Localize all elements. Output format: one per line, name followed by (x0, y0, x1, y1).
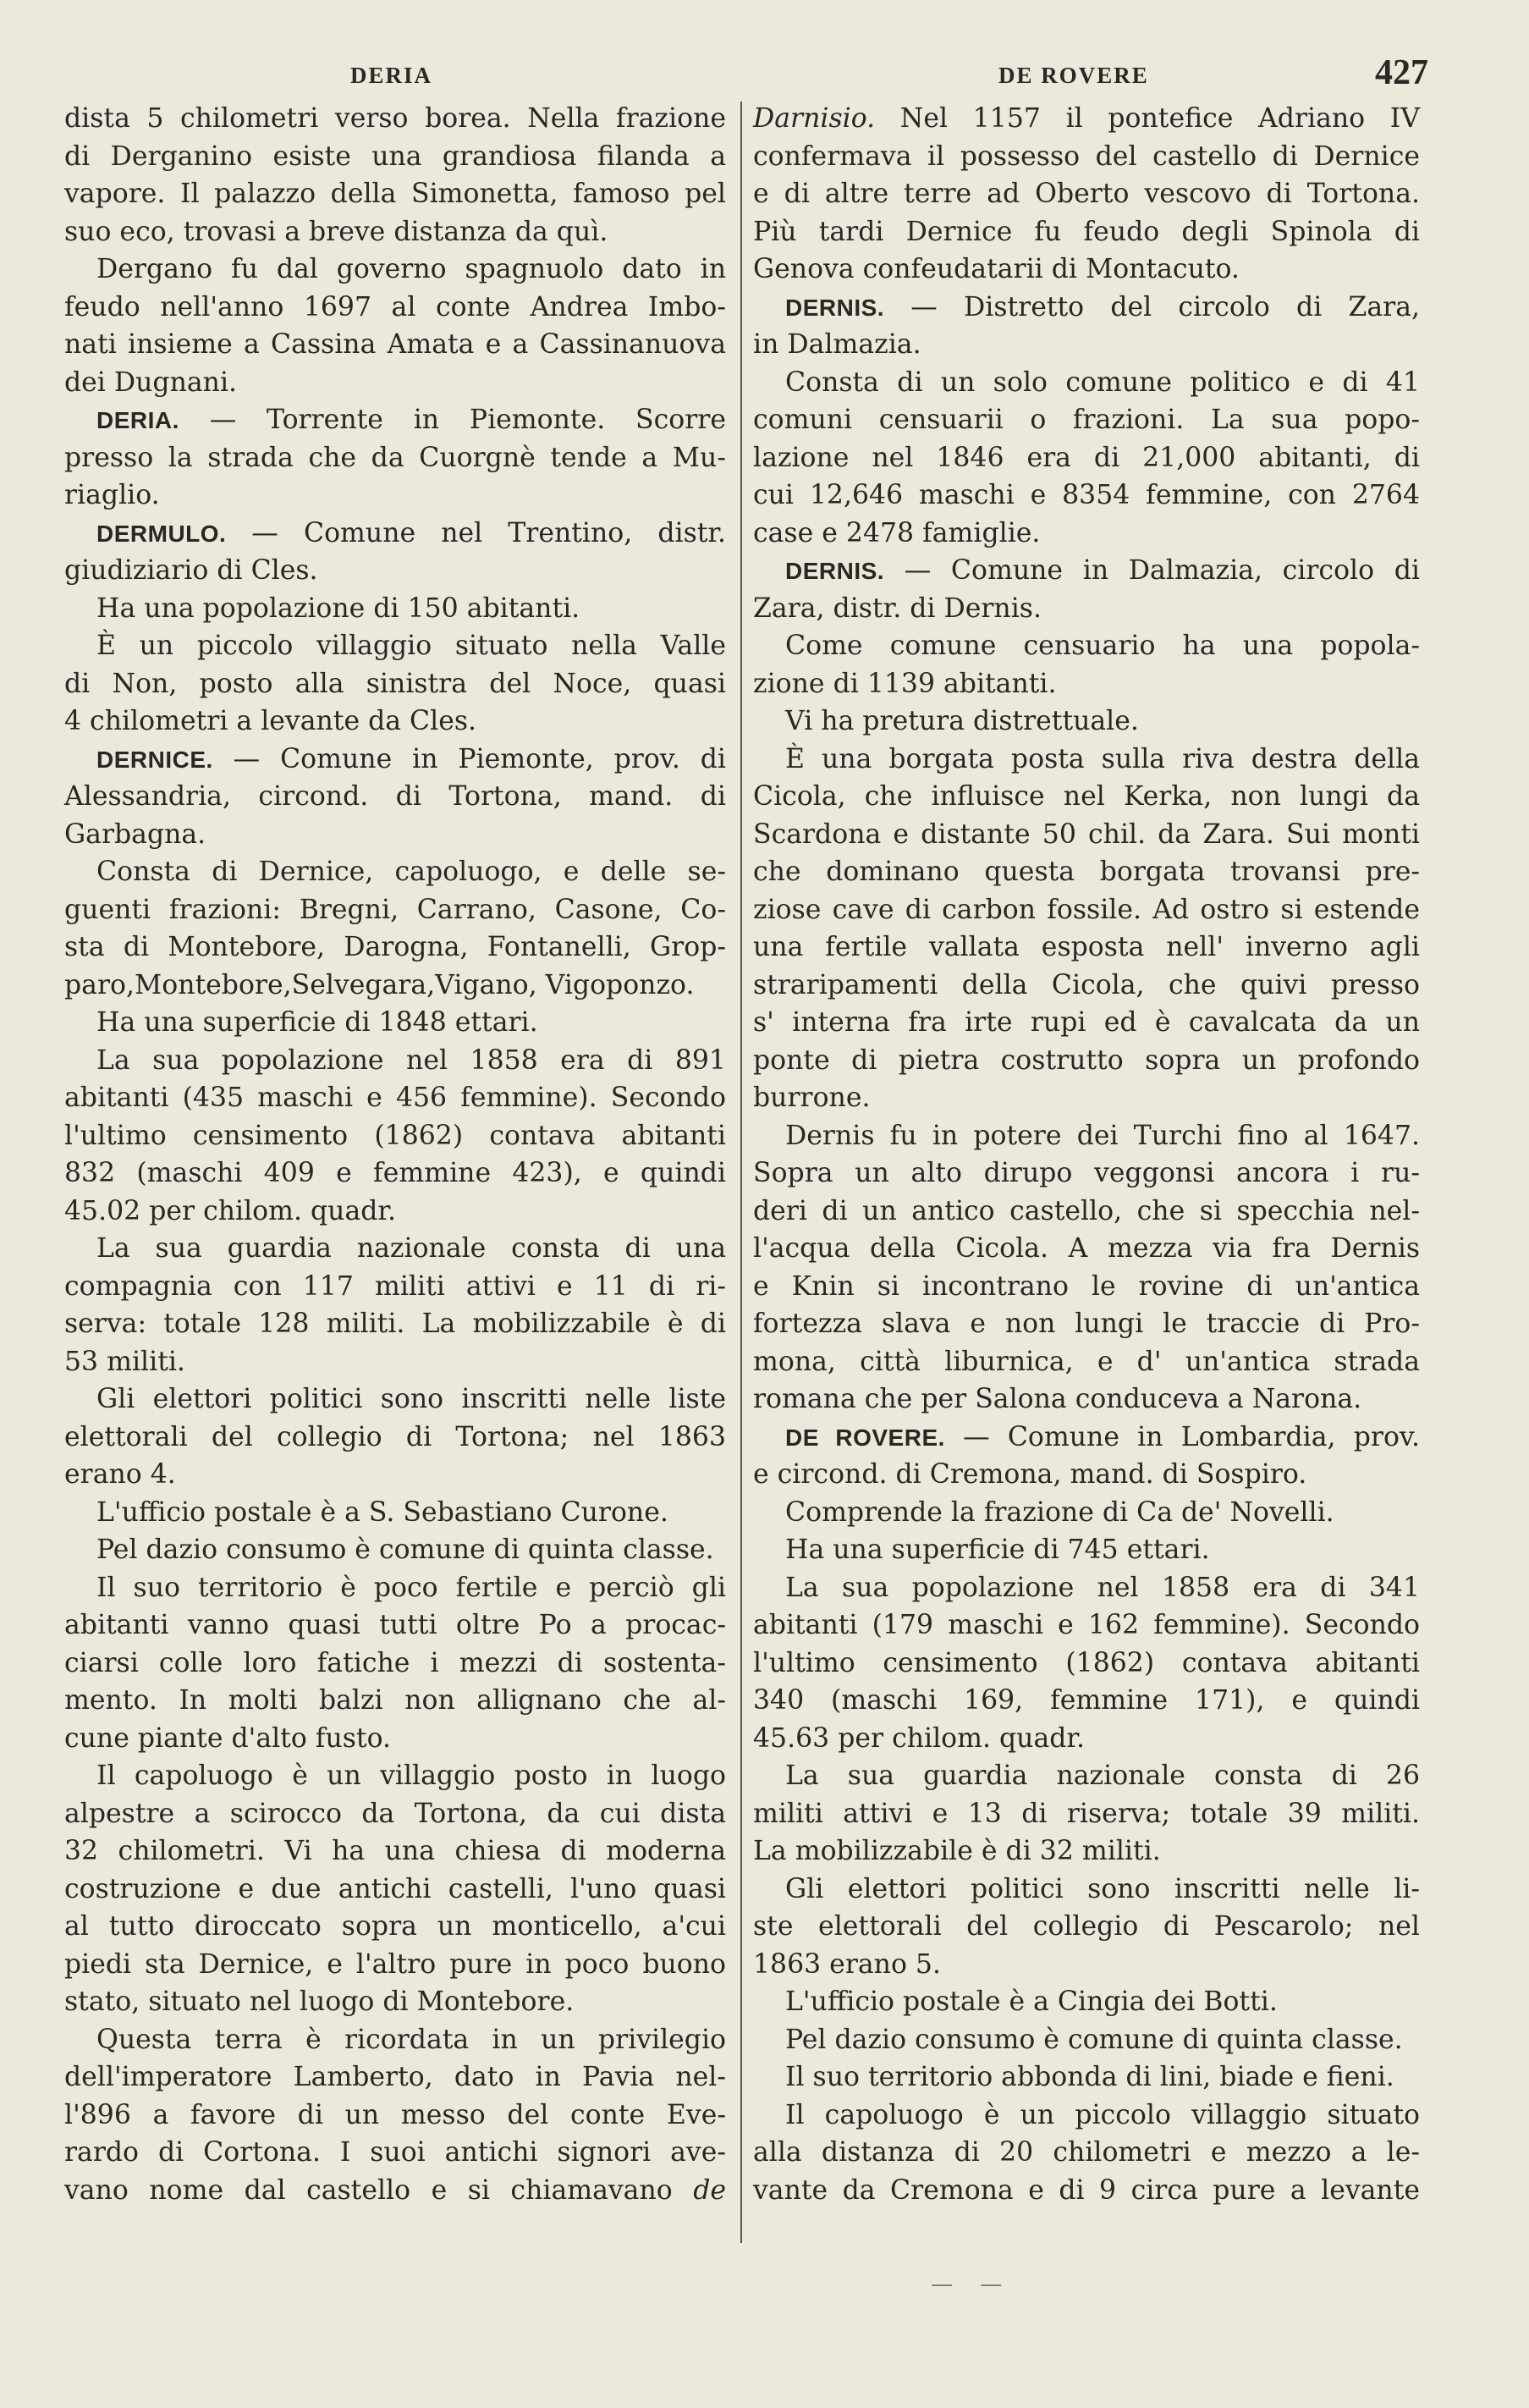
text-line: dei Dugnani. (64, 366, 238, 398)
text-line: Ha una superficie di 745 ettari. (785, 1535, 1210, 1565)
text-line: Vi ha pretura distrettuale. (785, 706, 1139, 736)
text-line: La sua guardia nazionale consta di una (96, 1233, 726, 1264)
text-line: Cicola, che influisce nel Kerka, non lungi da (753, 781, 1420, 812)
text-line: serva: totale 128 militi. La mobilizzabile è di (64, 1309, 726, 1339)
text-line: sta di Montebore, Darogna, Fontanelli, Grop- (64, 932, 726, 962)
text-line: dista 5 chilometri verso borea. Nella frazione (64, 103, 726, 134)
text-line: militi attivi e 13 di riserva; totale 39 militi. (753, 1798, 1420, 1829)
text-line: di Non, posto alla sinistra del Noce, quasi (64, 668, 726, 699)
text-line: La mobilizzabile è di 32 militi. (753, 1836, 1161, 1866)
text-line: Garbagna. (64, 818, 206, 850)
text-line: Dernis fu in potere dei Turchi fino al 1647. (785, 1120, 1420, 1151)
text-line: zione di 1139 abitanti. (753, 668, 1057, 699)
text-line: Darnisio. Nel 1157 il pontefice Adriano IV (753, 103, 1420, 134)
text-line: dell'imperatore Lamberto, dato in Pavia nel- (64, 2062, 726, 2092)
text-line: di Derganino esiste una grandiosa filanda a (64, 141, 726, 172)
text-line: l'acqua della Cicola. A mezza via fra Dernis (753, 1233, 1420, 1264)
text-line: vapore. Il palazzo della Simonetta, famoso pel (64, 179, 726, 209)
text-line: abitanti (435 maschi e 456 femmine). Secondo (64, 1083, 726, 1113)
text-line: l'ultimo censimento (1862) contava abitanti (753, 1647, 1420, 1678)
text-line: rardo di Cortona. I suoi antichi signori ave- (64, 2137, 726, 2168)
text-line: stato, situato nel luogo di Montebore. (64, 1986, 575, 2017)
text-line: l'ultimo censimento (1862) contava abitanti (64, 1120, 726, 1151)
text-line: abitanti (179 maschi e 162 femmine). Secondo (753, 1610, 1420, 1640)
text-line: La sua popolazione nel 1858 era di 891 (96, 1044, 726, 1076)
text-line: 340 (maschi 169, femmine 171), e quindi (753, 1685, 1420, 1716)
text-line: Gli elettori politici sono inscritti nelle li- (785, 1873, 1420, 1904)
footer-rule: — — (931, 2272, 1013, 2297)
text-line: 1863 erano 5. (753, 1948, 941, 1980)
text-line: cui 12,646 maschi e 8354 femmine, con 2764 (753, 480, 1420, 510)
text-line: straripamenti della Cicola, che quivi presso (753, 969, 1420, 1000)
text-line: DERNICE. — Comune in Piemonte, prov. di (96, 743, 726, 774)
text-line: che dominano questa borgata trovansi pre- (753, 857, 1420, 887)
text-line: Scardona e distante 50 chil. da Zara. Sui monti (753, 818, 1420, 850)
text-line: l'896 a favore di un messo del conte Eve- (64, 2099, 726, 2130)
text-line: 4 chilometri a levante da Cles. (64, 706, 477, 736)
text-line: Alessandria, circond. di Tortona, mand. di (64, 781, 726, 812)
text-line: Gli elettori politici sono inscritti nelle liste (96, 1384, 726, 1414)
running-head-left: DERIA (350, 63, 433, 88)
text-line: al tutto diroccato sopra un monticello, a'cui (64, 1911, 726, 1942)
text-line: La sua popolazione nel 1858 era di 341 (785, 1572, 1420, 1603)
text-line: romana che per Salona conduceva a Narona. (753, 1384, 1362, 1414)
text-line: comuni censuarii o frazioni. La sua popo- (753, 405, 1420, 435)
text-line: s' interna fra irte rupi ed è cavalcata da un (753, 1007, 1420, 1038)
text-line: giudiziario di Cles. (64, 555, 318, 586)
text-line: una fertile vallata esposta nell' inverno agli (753, 932, 1420, 962)
text-line: ziose cave di carbon fossile. Ad ostro si estende (753, 894, 1420, 925)
text-line: L'ufficio postale è a Cingia dei Botti. (785, 1986, 1278, 2017)
text-line: alla distanza di 20 chilometri e mezzo a le- (753, 2137, 1420, 2168)
text-line: e di altre terre ad Oberto vescovo di Tortona. (753, 179, 1420, 209)
text-line: deri di un antico castello, che si specchia nel- (753, 1195, 1420, 1226)
text-line: DERIA. — Torrente in Piemonte. Scorre (96, 405, 726, 435)
text-line: Pel dazio consumo è comune di quinta classe. (785, 2024, 1403, 2055)
text-line: DERNIS. — Comune in Dalmazia, circolo di (785, 555, 1420, 586)
text-line: paro,Montebore,Selvegara,Vigano, Vigoponzo. (64, 969, 695, 1000)
text-line: Come comune censuario ha una popola- (785, 631, 1420, 661)
text-line: ste elettorali del collegio di Pescarolo; nel (753, 1911, 1420, 1942)
text-line: e Knin si incontrano le rovine di un'antica (753, 1270, 1420, 1302)
text-line: DERMULO. — Comune nel Trentino, distr. (96, 517, 726, 548)
right-text-column (753, 100, 1420, 2209)
running-head-right: DE ROVERE (998, 63, 1149, 88)
text-line: Più tardi Dernice fu feudo degli Spinola di (753, 216, 1420, 247)
page-number: 427 (1375, 53, 1428, 92)
column-divider (740, 102, 742, 2243)
text-line: Genova confeudatarii di Montacuto. (753, 254, 1240, 284)
text-line: DE ROVERE. — Comune in Lombardia, prov. (785, 1421, 1421, 1452)
text-line: vano nome dal castello e si chiamavano de (64, 2174, 726, 2206)
text-line: Zara, distr. di Dernis. (753, 592, 1042, 624)
text-line: feudo nell'anno 1697 al conte Andrea Imbo- (64, 291, 726, 322)
text-line: Il capoluogo è un piccolo villaggio situato (785, 2099, 1420, 2130)
text-line: La sua guardia nazionale consta di 26 (785, 1761, 1420, 1791)
text-line: suo eco, trovasi a breve distanza da quì. (64, 216, 608, 247)
text-line: Comprende la frazione di Ca de' Novelli. (785, 1496, 1334, 1528)
text-line: Il suo territorio è poco fertile e perciò gli (96, 1572, 726, 1603)
text-line: lazione nel 1846 era di 21,000 abitanti, di (753, 442, 1420, 473)
text-line: DERNIS. — Distretto del circolo di Zara, (785, 291, 1420, 322)
text-line: nati insieme a Cassina Amata e a Cassinanuova (64, 329, 726, 360)
text-line: 45.63 per chilom. quadr. (753, 1722, 1086, 1754)
text-line: Consta di un solo comune politico e di 41 (785, 366, 1420, 398)
text-line: È una borgata posta sulla riva destra della (785, 743, 1420, 774)
text-line: alpestre a scirocco da Tortona, da cui dista (64, 1798, 726, 1829)
text-line: Ha una popolazione di 150 abitanti. (96, 592, 580, 624)
text-line: mona, città liburnica, e d' un'antica strada (753, 1346, 1420, 1377)
text-line: in Dalmazia. (753, 329, 921, 360)
text-line: costruzione e due antichi castelli, l'uno quasi (64, 1873, 726, 1904)
text-line: 832 (maschi 409 e femmine 423), e quindi (64, 1158, 726, 1188)
text-line: Ha una superficie di 1848 ettari. (96, 1007, 538, 1038)
text-line: È un piccolo villaggio situato nella Valle (96, 631, 726, 661)
text-line: burrone. (753, 1083, 871, 1113)
text-line: guenti frazioni: Bregni, Carrano, Casone, Co- (64, 894, 726, 925)
text-line: Questa terra è ricordata in un privilegio (96, 2024, 726, 2055)
text-line: Dergano fu dal governo spagnuolo dato in (96, 254, 726, 284)
text-line: Il suo territorio abbonda di lini, biade e fieni. (785, 2062, 1394, 2092)
text-line: ciarsi colle loro fatiche i mezzi di sostenta- (64, 1647, 726, 1678)
text-line: confermava il possesso del castello di Dernice (753, 141, 1420, 172)
text-line: Il capoluogo è un villaggio posto in luogo (96, 1761, 726, 1791)
text-line: case e 2478 famiglie. (753, 517, 1041, 548)
text-line: Consta di Dernice, capoluogo, e delle se- (96, 857, 726, 887)
text-line: 32 chilometri. Vi ha una chiesa di moderna (64, 1836, 726, 1866)
text-line: Sopra un alto dirupo veggonsi ancora i ru- (753, 1158, 1420, 1188)
text-line: riaglio. (64, 480, 160, 510)
text-line: presso la strada che da Cuorgnè tende a Mu- (64, 442, 726, 473)
text-line: erano 4. (64, 1459, 176, 1490)
text-line: e circond. di Cremona, mand. di Sospiro. (753, 1459, 1307, 1490)
text-line: fortezza slava e non lungi le traccie di Pro- (753, 1309, 1420, 1339)
text-line: 45.02 per chilom. quadr. (64, 1195, 397, 1226)
text-line: Pel dazio consumo è comune di quinta classe. (96, 1535, 714, 1565)
text-line: abitanti vanno quasi tutti oltre Po a procac- (64, 1610, 726, 1640)
text-line: ponte di pietra costrutto sopra un profondo (753, 1044, 1420, 1076)
text-line: piedi sta Dernice, e l'altro pure in poco buono (64, 1948, 726, 1980)
text-line: 53 militi. (64, 1346, 185, 1377)
text-line: cune piante d'alto fusto. (64, 1722, 391, 1754)
text-line: L'ufficio postale è a S. Sebastiano Curone. (96, 1496, 668, 1528)
text-line: compagnia con 117 militi attivi e 11 di ri- (64, 1270, 726, 1302)
text-line: mento. In molti balzi non allignano che al- (64, 1685, 726, 1716)
left-text-column (64, 100, 726, 2209)
text-line: vante da Cremona e di 9 circa pure a levante (753, 2174, 1420, 2206)
text-line: elettorali del collegio di Tortona; nel 1863 (64, 1421, 726, 1452)
